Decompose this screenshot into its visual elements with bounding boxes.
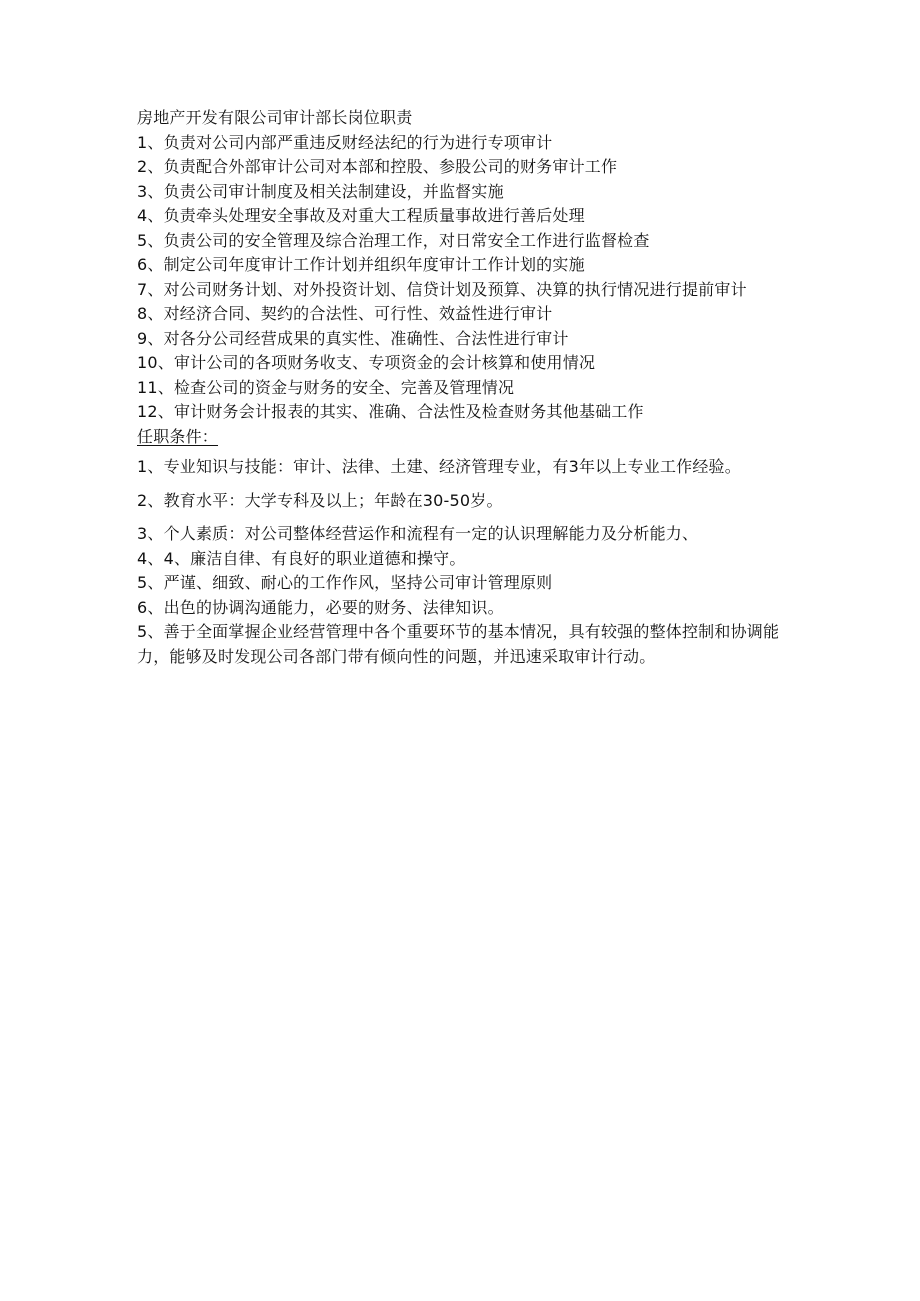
duty-item-6: 6、制定公司年度审计工作计划并组织年度审计工作计划的实施: [137, 255, 585, 274]
requirement-item-6: 6、出色的协调沟通能力，必要的财务、法律知识。: [137, 597, 504, 617]
duty-item-7: 7、对公司财务计划、对外投资计划、信贷计划及预算、决算的执行情况进行提前审计: [137, 279, 747, 299]
requirements-heading: 任职条件：: [137, 426, 219, 446]
document-page: [137, 106, 787, 669]
requirement-item-3: 3、个人素质：对公司整体经营运作和流程有一定的认识理解能力及分析能力、: [137, 524, 699, 543]
duty-item-8: 8、对经济合同、契约的合法性、可行性、效益性进行审计: [137, 304, 553, 323]
requirement-item-1: 1、专业知识与技能：审计、法律、土建、经济管理专业，有3年以上专业工作经验。: [137, 457, 741, 476]
requirement-item-2: 2、教育水平：大学专科及以上；年龄在30-50岁。: [137, 490, 503, 510]
requirement-item-4: 4、4、廉洁自律、有良好的职业道德和操守。: [137, 548, 466, 568]
requirement-item-5: 5、严谨、细致、耐心的工作作风，坚持公司审计管理原则: [137, 573, 553, 592]
duty-item-11: 11、检查公司的资金与财务的安全、完善及管理情况: [137, 377, 515, 397]
requirement-item-7: 5、善于全面掌握企业经营管理中各个重要环节的基本情况，具有较强的整体控制和协调能力，能够及时发现公司各部门带有倾向性的问题，并迅速采取审计行动。: [137, 622, 780, 666]
duty-item-3: 3、负责公司审计制度及相关法制建设，并监督实施: [137, 181, 504, 201]
duty-item-4: 4、负责牵头处理安全事故及对重大工程质量事故进行善后处理: [137, 206, 585, 225]
duty-item-5: 5、负责公司的安全管理及综合治理工作，对日常安全工作进行监督检查: [137, 230, 650, 250]
duty-item-1: 1、负责对公司内部严重违反财经法纪的行为进行专项审计: [137, 132, 553, 152]
document-title: 房地产开发有限公司审计部长岗位职责: [137, 108, 413, 127]
duty-item-10: 10、审计公司的各项财务收支、专项资金的会计核算和使用情况: [137, 353, 596, 372]
duty-item-9: 9、对各分公司经营成果的真实性、准确性、合法性进行审计: [137, 328, 569, 348]
duty-item-12: 12、审计财务会计报表的其实、准确、合法性及检查财务其他基础工作: [137, 402, 644, 421]
duty-item-2: 2、负责配合外部审计公司对本部和控股、参股公司的财务审计工作: [137, 157, 618, 176]
